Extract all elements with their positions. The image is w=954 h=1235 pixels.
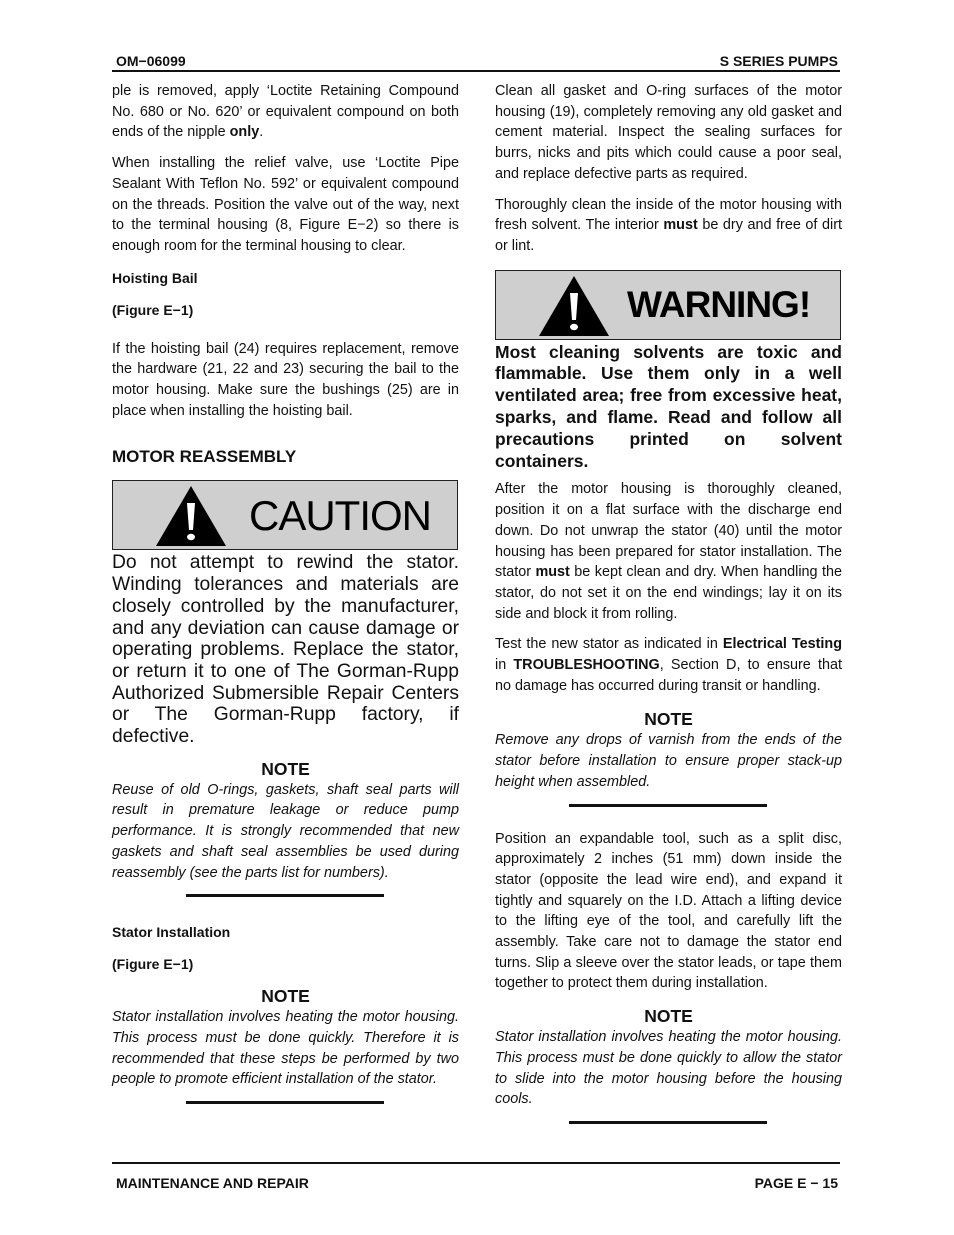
note-heading: NOTE [644, 709, 693, 730]
page-footer [112, 1162, 840, 1194]
hoisting-bail-paragraph: If the hoisting bail (24) requires replacement, remove the hardware (21, 22 and 23) securing the bail to the motor housing. Make sure the bushings (25) are in place when installing the hoisting bail. [112, 340, 459, 419]
note-heading: NOTE [644, 1006, 693, 1027]
solvent-cleaning-paragraph: Thoroughly clean the inside of the motor housing with fresh solvent. The interior must be dry and free of dirt or lint. [495, 196, 842, 254]
relief-valve-paragraph: When installing the relief valve, use ‘Loctite Pipe Sealant With Teflon No. 592’ or equivalent compound on the threads. Position the valve out of the way, next to the terminal housing (8, Figure E−2) so there is enough room for the terminal housing to clear. [112, 155, 459, 254]
warning-triangle-icon [155, 485, 227, 547]
loctite-paragraph: ple is removed, apply ‘Loctite Retaining Compound No. 680 or No. 620’ or equivalent compound on both ends of the nipple only. [112, 83, 459, 141]
stator-positioning-paragraph: After the motor housing is thoroughly cleaned, position it on a flat surface with the discharge end down. Do not unwrap the stator (40) until the motor housing has been prepared for stator installation. The stator must be kept clean and dry. When handling the stator, do not set it on the end windings; lay it on its side and block it from rolling. [495, 481, 842, 622]
note-body: Stator installation involves heating the motor housing. This process must be done quickly. Therefore it is recommended that these steps be performed by two people to promote efficient installation of the stator. [112, 1009, 459, 1088]
stator-installation-heading: Stator Installation [112, 924, 231, 941]
note-body: Remove any drops of varnish from the ends of the stator before installation to ensure proper stack-up height when assembled. [495, 732, 842, 790]
warning-text: Most cleaning solvents are toxic and flammable. Use them only in a well ventilated area; free from excessive heat, sparks, and flame. Read and follow all precautions printed on solvent containers. [495, 341, 842, 471]
left-column [112, 81, 459, 1104]
document-number: OM−06099 [116, 53, 186, 69]
chapter-title: MAINTENANCE AND REPAIR [116, 1175, 309, 1191]
gasket-cleaning-paragraph: Clean all gasket and O-ring surfaces of the motor housing (19), completely removing any old gasket and cement material. Inspect the sealing surfaces for burrs, nicks and pits which could cause a poor seal, and replace defective parts as required. [495, 83, 842, 182]
expandable-tool-paragraph: Position an expandable tool, such as a split disc, approximately 2 inches (51 mm) down inside the stator (opposite the lead wire end), and expand it tightly and squarely on the I.D. Attach a lifting device to the lifting eye of the tool, and carefully lift the assembly. Take care not to damage the stator end turns. Slip a sleeve over the stator leads, or tape them together to protect them during installation. [495, 830, 842, 992]
warning-label: WARNING! [627, 283, 811, 325]
note-heading: NOTE [261, 986, 310, 1007]
section-heading: MOTOR REASSEMBLY [112, 447, 297, 467]
hoisting-bail-figure-ref: (Figure E−1) [112, 301, 194, 318]
note-divider [569, 1121, 767, 1124]
warning-box [495, 270, 841, 340]
note-divider [186, 1101, 384, 1104]
series-title: S SERIES PUMPS [719, 53, 838, 69]
caution-label: CAUTION [249, 492, 431, 540]
note-heading: NOTE [261, 758, 310, 779]
caution-box [112, 480, 458, 550]
note-divider [569, 804, 767, 807]
note-body: Reuse of old O-rings, gaskets, shaft seal parts will result in premature leakage or reduce pump performance. It is strongly recommended that new gaskets and shaft seal assemblies be used during reassembly (see the parts list for numbers). [112, 781, 459, 881]
caution-text: Do not attempt to rewind the stator. Winding tolerances and materials are closely controlled by the manufacturer, and any deviation can cause damage or operating problems. Replace the stator, or return it to one of The Gorman-Rupp Authorized Submersible Repair Centers or The Gorman-Rupp factory, if defective. [112, 552, 459, 748]
warning-triangle-icon [538, 275, 610, 337]
note-body: Stator installation involves heating the motor housing. This process must be done quickly to allow the stator to slide into the motor housing before the housing cools. [495, 1029, 842, 1108]
note-divider [186, 894, 384, 897]
right-column [495, 81, 842, 1124]
hoisting-bail-heading: Hoisting Bail [112, 269, 198, 286]
stator-test-paragraph: Test the new stator as indicated in Electrical Testing in TROUBLESHOOTING, Section D, to ensure that no damage has occurred during transit or handling. [495, 636, 842, 694]
page-number: PAGE E − 15 [754, 1175, 838, 1191]
stator-figure-ref: (Figure E−1) [112, 956, 194, 973]
page-header [112, 52, 840, 72]
